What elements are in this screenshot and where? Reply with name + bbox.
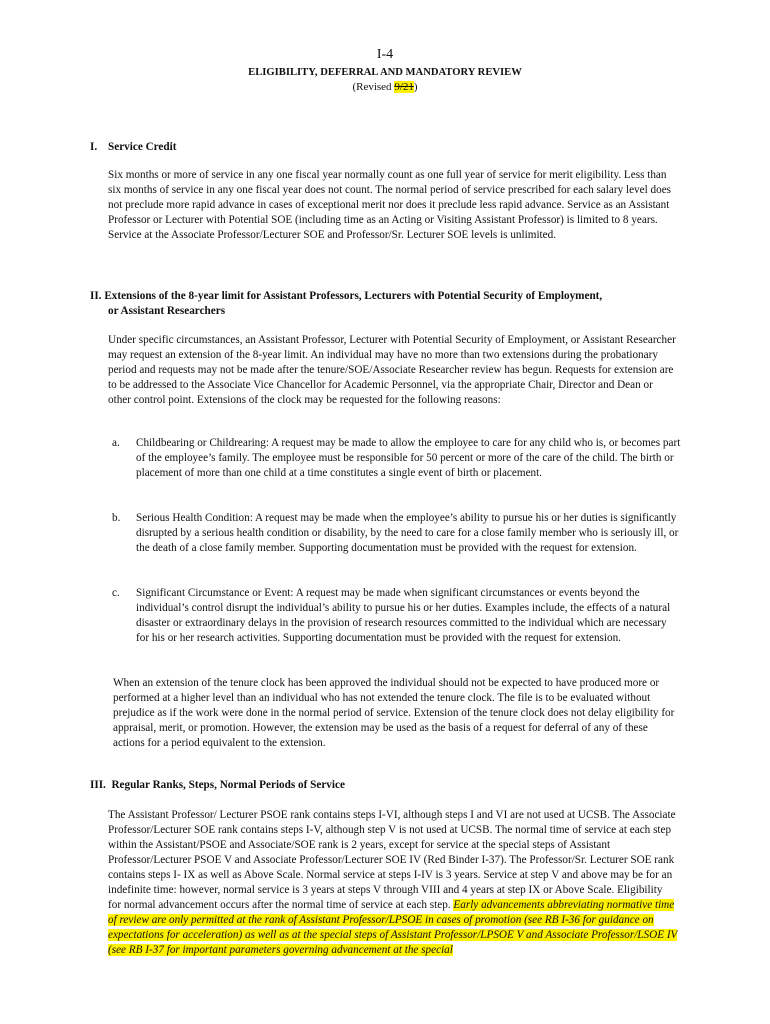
- list-item: [112, 436, 682, 481]
- revised-suffix: ): [413, 81, 418, 93]
- list-item-label: c.: [112, 587, 120, 599]
- list-item-text: Childbearing or Childrearing: A request may be made to allow the employee to care for any child who is, or becomes part of the employee’s family. The employee must be responsible for 50 percent or more of the care of the child. The birth or placement of more than one child at a time constitutes a single event of birth or placement.: [136, 437, 681, 479]
- section-3-heading: [90, 778, 690, 793]
- list-item: [112, 586, 682, 646]
- section-3-body-text: The Assistant Professor/ Lecturer PSOE rank contains steps I-VI, although steps I and VI are not used at UCSB. The Associate Professor/Lecturer SOE rank contains steps I-V, although step V is not used at UCSB. The normal time of service at each step within the Assistant/PSOE and Associate/SOE rank is 2 years, except for service at the special steps of Assistant Professor/Lecturer PSOE V and Associate Professor/Lecturer SOE IV (Red Binder I-37). The Professor/Sr. Lecturer SOE rank contains steps I- IX as well as Above Scale. Normal service at steps I-IV is 3 years. Service at step V and above may be for an indefinite time: however, normal service is 3 years at steps V through VIII and 4 years at step IX or Above Scale. Eligibility for normal advancement occurs after the normal time of service at each step.: [108, 809, 676, 911]
- document-title: ELIGIBILITY, DEFERRAL AND MANDATORY REVIEW: [248, 67, 522, 78]
- section-1-title: Service Credit: [108, 141, 177, 153]
- section-1-number: I.: [90, 141, 98, 153]
- section-3-highlighted-text: Early advancements abbreviating normative time of review are only permitted at the rank of Assistant Professor/LPSOE in cases of promotion (see RB I-36 for guidance on expectations for acceleration) as well as at the special steps of Assistant Professor/LPSOE V and Associate Professor/LSOE IV (see RB I-37 for important parameters governing advancement at the special: [108, 899, 678, 956]
- list-item-label: a.: [112, 437, 120, 449]
- section-2-number: II.: [90, 290, 102, 302]
- section-2-closing: When an extension of the tenure clock has been approved the individual should not be expected to have produced more or performed at a higher level than an individual who has not extended the tenure clock. The file is to be evaluated without prejudice as if the work were done in the normal period of service. Extension of the tenure clock does not delay eligibility for appraisal, merit, or promotion. However, the extension may be used as the basis of a request for deferral of any of these actions for a period equivalent to the extension.: [113, 677, 675, 749]
- list-item-text: Significant Circumstance or Event: A request may be made when significant circumstances or events beyond the individual’s control disrupt the individual’s ability to pursue his or her duties. Examples include, the effects of a natural disaster or extraordinary delays in the provision of research resources committed to the individual which are necessary for his or her research activities. Supporting documentation must be provided with the request for extension.: [136, 587, 671, 644]
- list-item: [112, 511, 682, 556]
- list-item-text: Serious Health Condition: A request may be made when the employee’s ability to pursue his or her duties is significantly disrupted by a serious health condition or disability, by the need to care for a close family member who is seriously ill, or the death of a close family member. Supporting documentation must be provided with the request for extension.: [136, 512, 679, 554]
- list-item-label: b.: [112, 512, 121, 524]
- section-2-title-line1: Extensions of the 8-year limit for Assistant Professors, Lecturers with Potential Security of Employment,: [104, 290, 603, 302]
- section-2-heading: [90, 289, 690, 319]
- section-2-title-line2: or Assistant Researchers: [108, 305, 226, 317]
- section-3-title: Regular Ranks, Steps, Normal Periods of Service: [111, 779, 345, 791]
- revised-prefix: (Revised: [352, 81, 395, 93]
- section-3-number: III.: [90, 779, 106, 791]
- section-2-intro: Under specific circumstances, an Assistant Professor, Lecturer with Potential Security of Employment, or Assistant Researcher may request an extension of the 8-year limit. An individual may have no more than two extensions during the probationary period and requests may not be made after the tenure/SOE/Associate Researcher review has begun. Requests for extension are to be addressed to the Associate Vice Chancellor for Academic Personnel, via the appropriate Chair, Director and Dean or other control point. Extensions of the clock may be requested for the following reasons:: [108, 334, 676, 406]
- section-1-body: Six months or more of service in any one fiscal year normally count as one full year of service for merit eligibility. Less than six months of service in any one fiscal year does not count. The normal period of service prescribed for each salary level does not preclude more rapid advance in cases of exceptional merit nor does it preclude less rapid advance. Service as an Assistant Professor or Lecturer with Potential SOE (including time as an Acting or Visiting Assistant Professor) is limited to 8 years. Service at the Associate Professor/Lecturer SOE and Professor/Sr. Lecturer SOE levels is unlimited.: [108, 169, 672, 241]
- section-3-body: [108, 808, 678, 958]
- document-number: I-4: [376, 47, 394, 62]
- section-1-heading: [90, 140, 690, 155]
- revised-line: [0, 80, 770, 94]
- revised-date: 9/21: [394, 81, 414, 93]
